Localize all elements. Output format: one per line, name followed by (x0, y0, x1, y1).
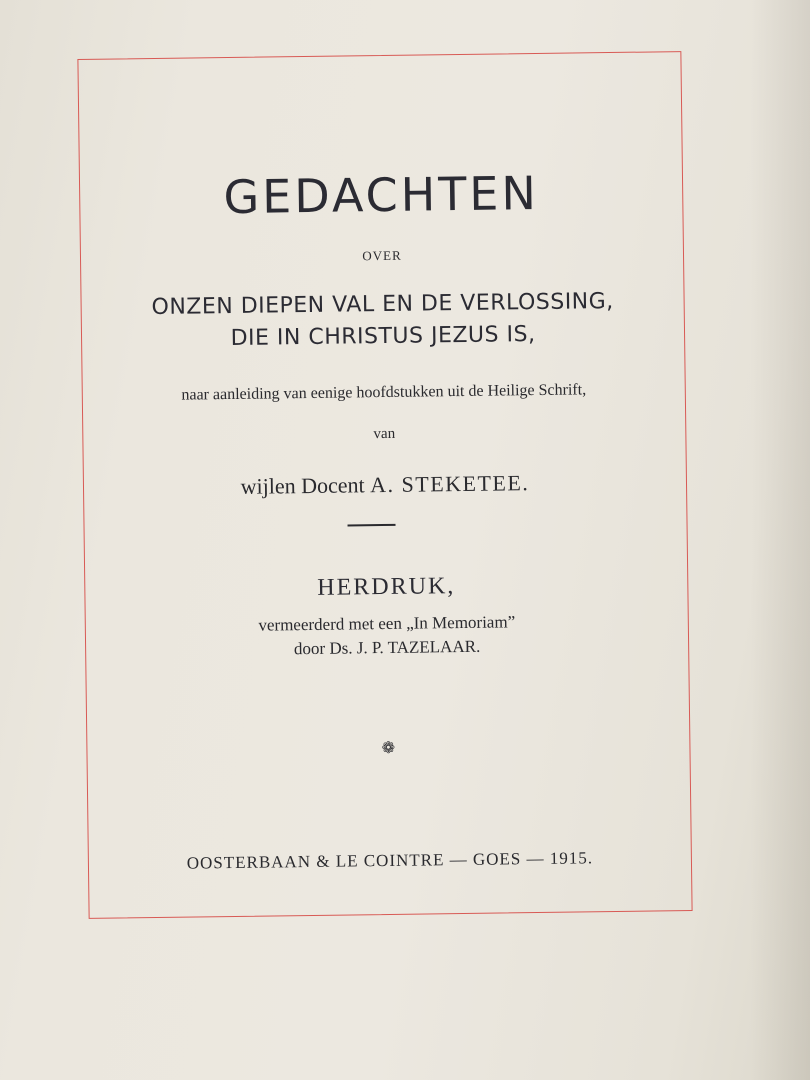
author-name: A. STEKETEE. (370, 470, 530, 498)
subtitle-line-1: ONZEN DIEPEN VAL EN DE VERLOSSING, (151, 288, 614, 321)
subtitle-line-2: DIE IN CHRISTUS JEZUS IS, (230, 322, 536, 352)
book-title: GEDACHTEN (223, 165, 540, 225)
author-line (84, 468, 686, 502)
flower-ornament-icon: ❁ (381, 739, 396, 758)
van-label: van (373, 425, 396, 443)
enlarged-line: vermeerderd met een „In Memoriam” (258, 612, 516, 635)
divider-rule (348, 524, 396, 527)
door-line (86, 634, 688, 662)
basis-line: naar aanleiding van eenige hoofdstukken uit de Heilige Schrift, (181, 381, 587, 404)
door-name: J. P. TAZELAAR. (356, 636, 481, 658)
over-label: OVER (362, 247, 402, 264)
author-prefix: wijlen Docent (240, 472, 365, 499)
page-edge-shadow (750, 0, 810, 1080)
reprint-heading: HERDRUK, (317, 573, 456, 601)
publisher-line: OOSTERBAAN & LE COINTRE — GOES — 1915. (186, 848, 594, 873)
door-prefix: door Ds. (293, 638, 353, 659)
title-page-frame (77, 51, 692, 919)
